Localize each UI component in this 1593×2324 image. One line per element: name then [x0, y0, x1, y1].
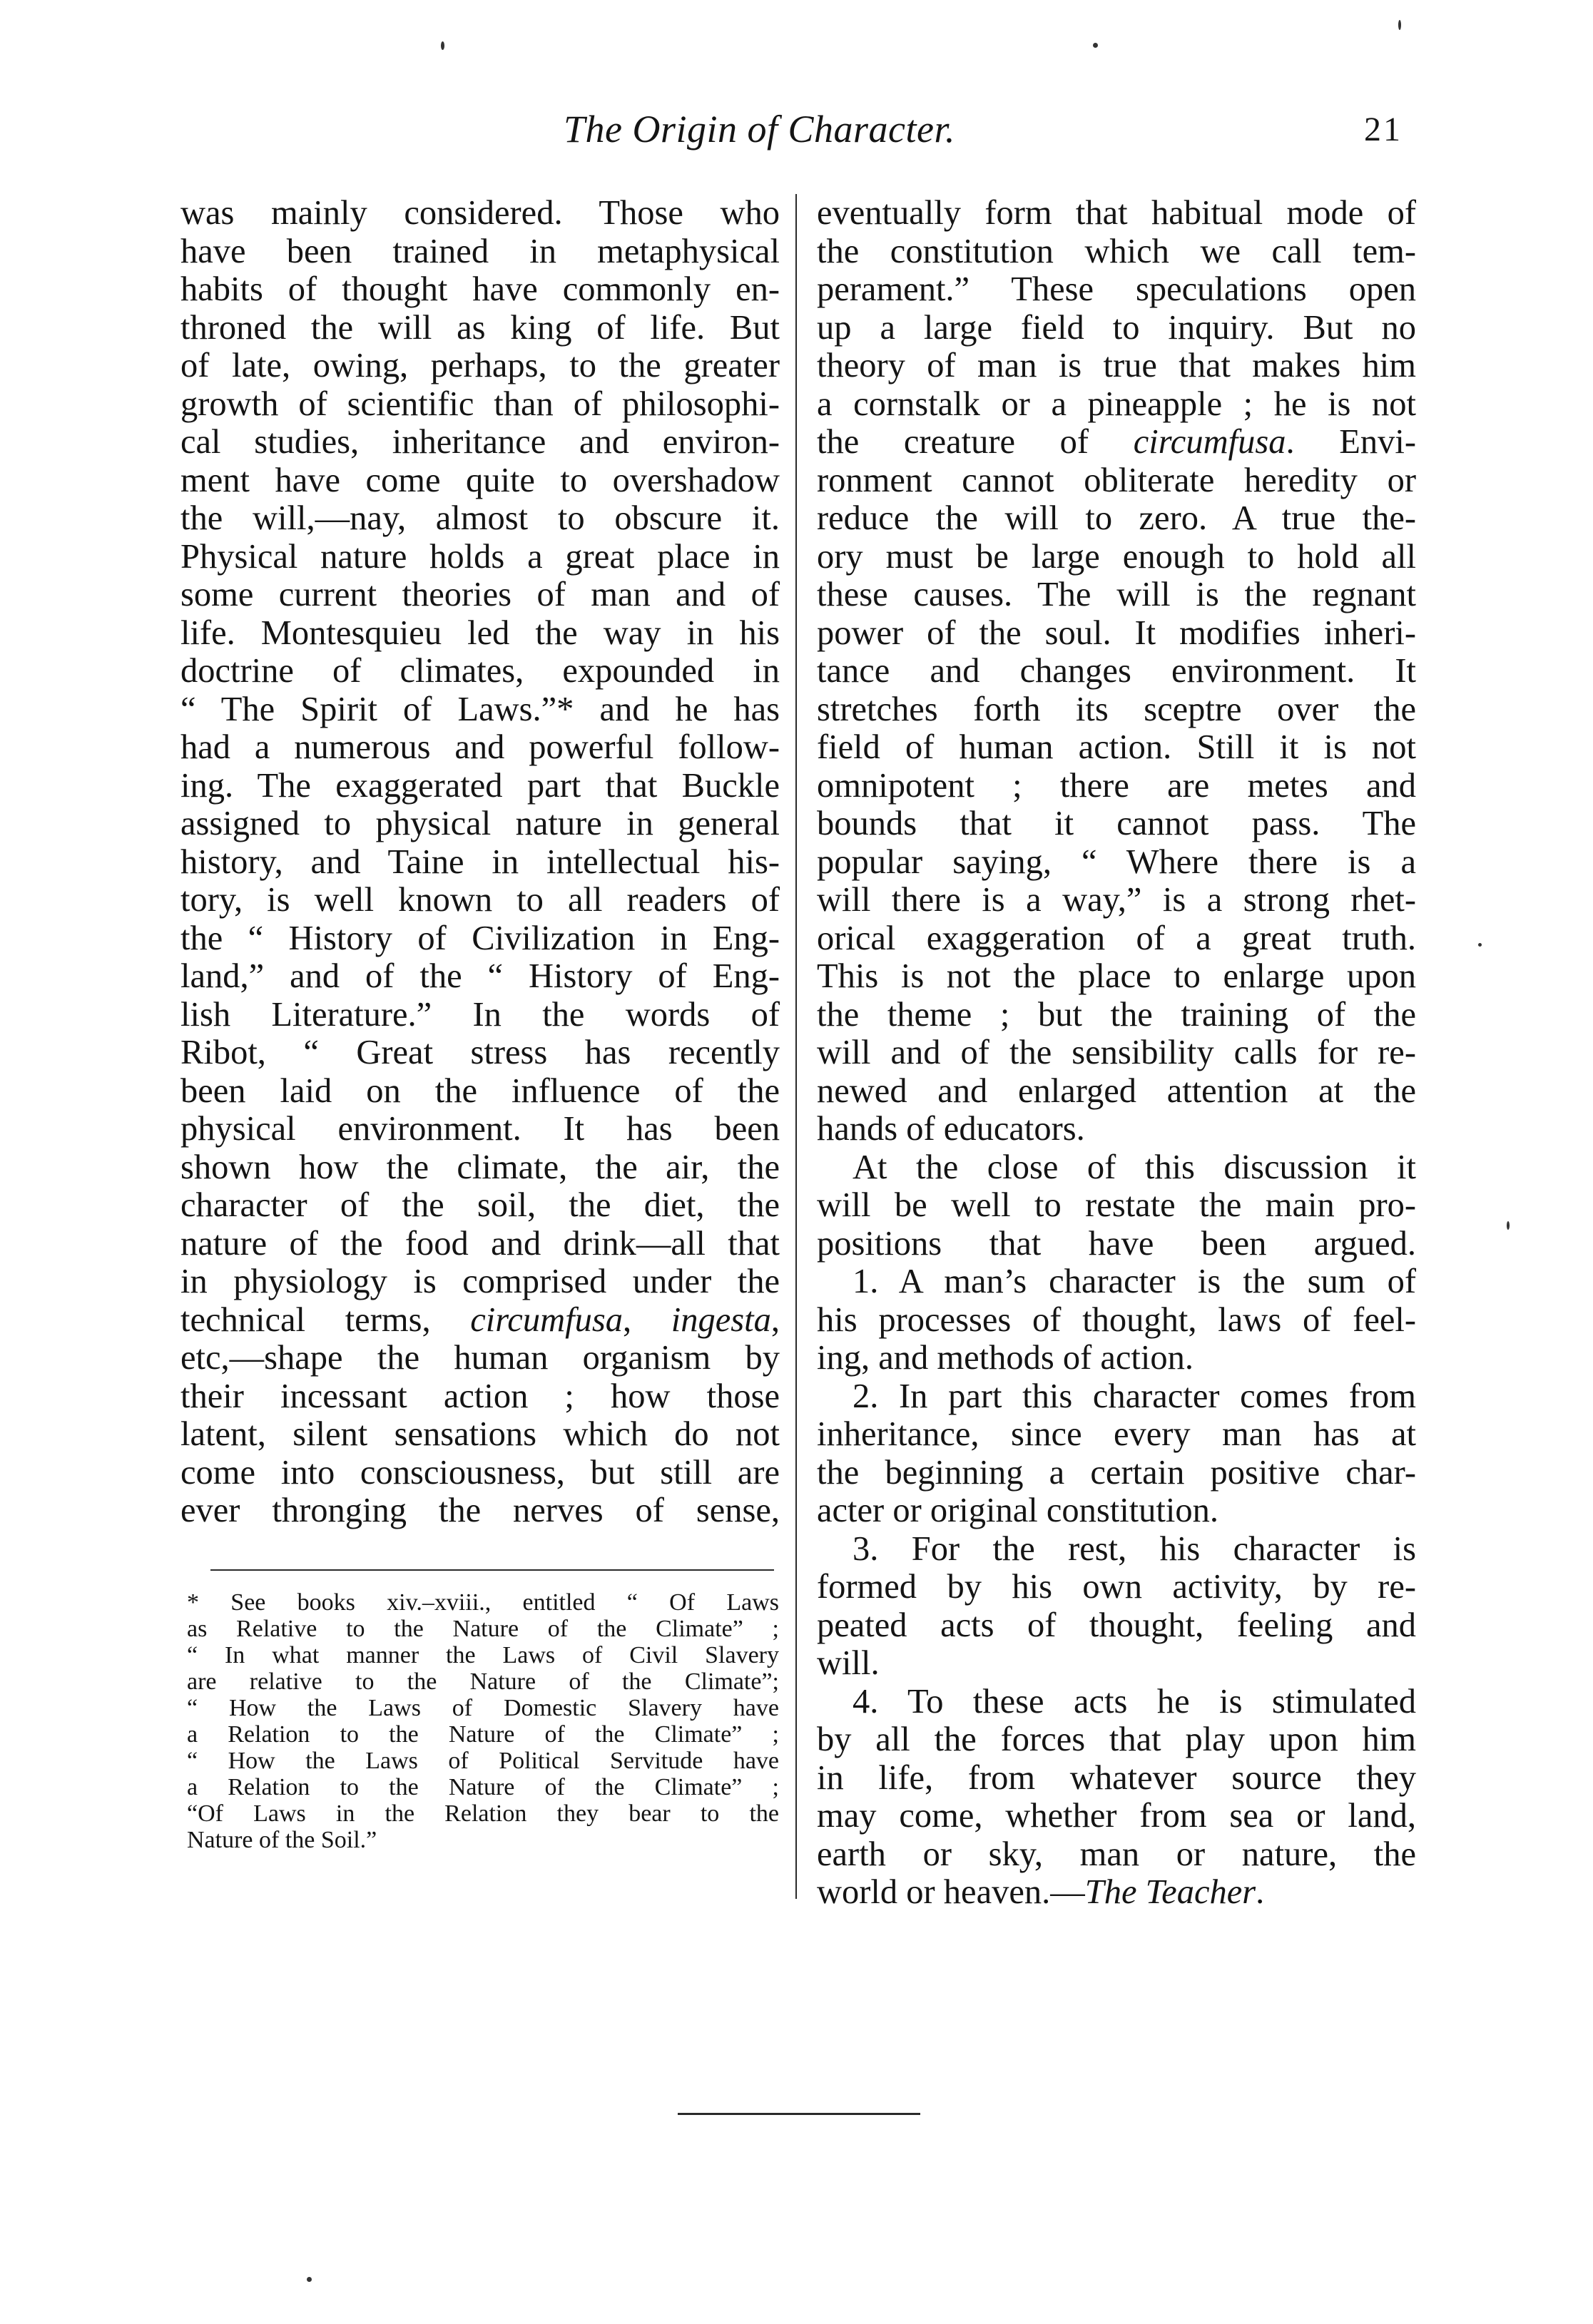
- body-line: assigned to physical nature in general: [180, 805, 780, 842]
- proposition-2: [817, 1377, 1416, 1530]
- body-line: the creature of circumfusa. Envi-: [817, 423, 1416, 461]
- body-line: growth of scientific than of philosophi-: [180, 384, 780, 423]
- body-line: the theme ; but the training of the: [817, 995, 1416, 1034]
- page-number: 21: [1364, 111, 1403, 148]
- body-line: physical environment. It has been: [180, 1110, 780, 1148]
- footnote-line: “Of Laws in the Relation they bear to the: [187, 1800, 779, 1827]
- print-speck: [1478, 943, 1482, 947]
- body-line: ory must be large enough to hold all: [817, 537, 1416, 576]
- body-line: nature of the food and drink—all that: [180, 1224, 780, 1263]
- body-line: will be well to restate the main pro-: [817, 1186, 1416, 1224]
- body-line: will there is a way,” is a strong rhet-: [817, 881, 1416, 919]
- footnote-rule: [210, 1569, 774, 1571]
- body-line: these causes. The will is the regnant: [817, 576, 1416, 613]
- body-line: throned the will as king of life. But: [180, 308, 780, 347]
- body-line: up a large field to inquiry. But no: [817, 308, 1416, 347]
- body-line: orical exaggeration of a great truth.: [817, 919, 1416, 957]
- body-line: ever thronging the nerves of sense,: [180, 1492, 780, 1529]
- body-line: had a numerous and powerful follow-: [180, 728, 780, 766]
- body-line: some current theories of man and of: [180, 576, 780, 613]
- body-line: etc,—shape the human organism by: [180, 1339, 780, 1377]
- body-line: reduce the will to zero. A true the-: [817, 499, 1416, 537]
- body-line: in life, from whatever source they: [817, 1758, 1416, 1797]
- body-line: theory of man is true that makes him: [817, 347, 1416, 384]
- left-column: [180, 194, 780, 1530]
- footnote-line: Nature of the Soil.”: [187, 1827, 377, 1853]
- right-column: [817, 194, 1416, 1912]
- body-line: a cornstalk or a pineapple ; he is not: [817, 384, 1416, 423]
- body-line: This is not the place to enlarge upon: [817, 957, 1416, 995]
- footnote-line: as Relative to the Nature of the Climate” ;: [187, 1616, 779, 1642]
- body-line: come into consciousness, but still are: [180, 1453, 780, 1492]
- paragraph-speculations: [817, 194, 1416, 1148]
- body-line: hands of educators.: [817, 1110, 1085, 1148]
- body-line: ing. The exaggerated part that Buckle: [180, 766, 780, 805]
- body-line: may come, whether from sea or land,: [817, 1797, 1416, 1835]
- body-line: character of the soil, the diet, the: [180, 1186, 780, 1224]
- body-line: newed and enlarged attention at the: [817, 1071, 1416, 1110]
- footnote-line: “ In what manner the Laws of Civil Slavery: [187, 1642, 779, 1668]
- body-line: Ribot, “ Great stress has recently: [180, 1034, 780, 1071]
- body-line: cal studies, inheritance and environ-: [180, 423, 780, 461]
- body-line: ronment cannot obliterate heredity or: [817, 461, 1416, 499]
- body-line: in physiology is comprised under the: [180, 1263, 780, 1300]
- print-speck: [1093, 43, 1098, 48]
- footnote-line: a Relation to the Nature of the Climate” ;: [187, 1774, 779, 1800]
- body-line: formed by his own activity, by re-: [817, 1568, 1416, 1606]
- body-line: acter or original constitution.: [817, 1492, 1218, 1529]
- footnote-line: “ How the Laws of Political Servitude have: [187, 1748, 779, 1774]
- paragraph-restate: [817, 1148, 1416, 1263]
- body-line: their incessant action ; how those: [180, 1377, 780, 1415]
- body-line: technical terms, circumfusa, ingesta,: [180, 1300, 780, 1339]
- body-line: his processes of thought, laws of feel-: [817, 1300, 1416, 1339]
- body-line: “ The Spirit of Laws.”* and he has: [180, 690, 780, 728]
- body-line: ing, and methods of action.: [817, 1339, 1194, 1377]
- body-line: was mainly considered. Those who: [180, 194, 780, 232]
- body-line: habits of thought have commonly en-: [180, 270, 780, 308]
- body-line: doctrine of climates, expounded in: [180, 652, 780, 690]
- body-line: world or heaven.—The Teacher.: [817, 1873, 1265, 1911]
- body-line: 4. To these acts he is stimulated: [853, 1682, 1416, 1721]
- body-line: the “ History of Civilization in Eng-: [180, 919, 780, 957]
- body-line: by all the forces that play upon him: [817, 1721, 1416, 1758]
- print-speck: [441, 41, 444, 50]
- print-speck: [1398, 20, 1401, 30]
- body-line: Physical nature holds a great place in: [180, 537, 780, 576]
- body-line: tory, is well known to all readers of: [180, 881, 780, 919]
- body-line: inheritance, since every man has at: [817, 1415, 1416, 1453]
- body-line: history, and Taine in intellectual his-: [180, 842, 780, 881]
- body-line: omnipotent ; there are metes and: [817, 766, 1416, 805]
- body-line: ment have come quite to overshadow: [180, 461, 780, 499]
- body-line: of late, owing, perhaps, to the greater: [180, 347, 780, 384]
- body-line: eventually form that habitual mode of: [817, 194, 1416, 232]
- body-line: land,” and of the “ History of Eng-: [180, 957, 780, 995]
- body-line: shown how the climate, the air, the: [180, 1148, 780, 1186]
- footnote-line: a Relation to the Nature of the Climate” ;: [187, 1721, 779, 1748]
- body-line: latent, silent sensations which do not: [180, 1415, 780, 1453]
- body-line: the beginning a certain positive char-: [817, 1453, 1416, 1492]
- running-head: [0, 107, 1593, 157]
- proposition-3: [817, 1530, 1416, 1683]
- body-line: 1. A man’s character is the sum of: [853, 1263, 1416, 1300]
- body-line: tance and changes environment. It: [817, 652, 1416, 690]
- body-line: positions that have been argued.: [817, 1224, 1416, 1263]
- body-line: stretches forth its sceptre over the: [817, 690, 1416, 728]
- body-line: will and of the sensibility calls for re-: [817, 1034, 1416, 1071]
- body-line: power of the soul. It modifies inheri-: [817, 613, 1416, 652]
- footnote-line: are relative to the Nature of the Climate”;: [187, 1668, 779, 1695]
- print-speck: [307, 2277, 312, 2282]
- body-line: bounds that it cannot pass. The: [817, 805, 1416, 842]
- body-line: the will,—nay, almost to obscure it.: [180, 499, 780, 537]
- body-line: life. Montesquieu led the way in his: [180, 613, 780, 652]
- column-rule: [795, 194, 797, 1899]
- body-line: will.: [817, 1644, 880, 1682]
- running-title: The Origin of Character.: [564, 108, 956, 151]
- body-line: At the close of this discussion it: [853, 1148, 1416, 1186]
- body-line: have been trained in metaphysical: [180, 232, 780, 270]
- footnote: [187, 1589, 779, 1853]
- proposition-1: [817, 1263, 1416, 1377]
- footnote-line: “ How the Laws of Domestic Slavery have: [187, 1695, 779, 1721]
- body-line: lish Literature.” In the words of: [180, 995, 780, 1034]
- end-rule: [678, 2113, 920, 2115]
- body-line: peated acts of thought, feeling and: [817, 1606, 1416, 1644]
- body-line: perament.” These speculations open: [817, 270, 1416, 308]
- body-line: been laid on the influence of the: [180, 1071, 780, 1110]
- body-line: 3. For the rest, his character is: [853, 1529, 1416, 1568]
- body-line: earth or sky, man or nature, the: [817, 1835, 1416, 1873]
- print-speck: [1507, 1221, 1510, 1230]
- footnote-line: * See books xiv.–xviii., entitled “ Of Laws: [187, 1589, 779, 1616]
- body-line: popular saying, “ Where there is a: [817, 842, 1416, 881]
- proposition-4: [817, 1683, 1416, 1912]
- body-line: 2. In part this character comes from: [853, 1377, 1416, 1415]
- body-line: field of human action. Still it is not: [817, 728, 1416, 766]
- body-line: the constitution which we call tem-: [817, 232, 1416, 270]
